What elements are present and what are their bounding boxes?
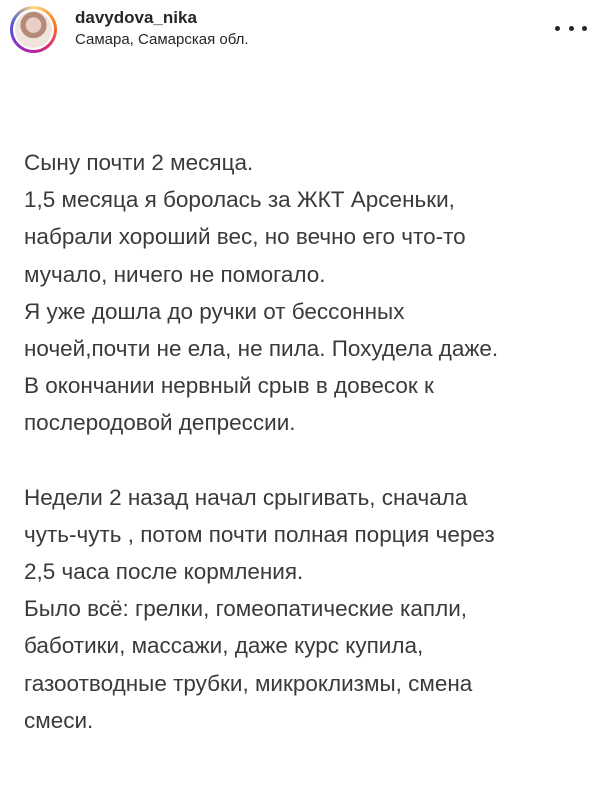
caption-line: ночей,почти не ела, не пила. Похудела даже. (24, 335, 499, 361)
username-link[interactable]: davydova_nika (75, 8, 197, 27)
caption-line: мучало, ничего не помогало. (24, 261, 326, 287)
caption-line: Я уже дошла до ручки от бессонных (24, 298, 405, 324)
caption-line: В окончании нервный срыв в довесок к (24, 373, 434, 399)
caption-line: 2,5 часа после кормления. (24, 559, 304, 585)
more-options-button[interactable] (555, 16, 587, 40)
post-header (0, 0, 600, 58)
ellipsis-icon (582, 26, 587, 31)
caption-line: чуть-чуть , потом почти полная порция через (24, 521, 495, 547)
caption-line: 1,5 месяца я боролась за ЖКТ Арсеньки, (24, 187, 455, 213)
avatar[interactable] (13, 9, 54, 50)
caption-line: набрали хороший вес, но вечно его что-то (24, 224, 466, 250)
caption-line: Недели 2 назад начал срыгивать, сначала (24, 484, 468, 510)
caption-line: баботики, массажи, даже курс купила, (24, 633, 424, 659)
caption-line: газоотводные трубки, микроклизмы, смена (24, 670, 473, 696)
ellipsis-icon (555, 26, 560, 31)
story-ring[interactable] (10, 6, 57, 53)
location-link[interactable]: Самара, Самарская обл. (75, 31, 249, 48)
caption-line: Сыну почти 2 месяца. (24, 150, 254, 175)
caption-line: Было всё: грелки, гомеопатические капли, (24, 596, 468, 622)
paragraph-gap (24, 442, 584, 479)
caption-line: послеродовой депрессии. (24, 410, 296, 436)
post-caption (24, 144, 584, 739)
ellipsis-icon (569, 26, 574, 31)
profile-photo-icon (15, 11, 52, 48)
caption-line: смеси. (24, 707, 94, 733)
